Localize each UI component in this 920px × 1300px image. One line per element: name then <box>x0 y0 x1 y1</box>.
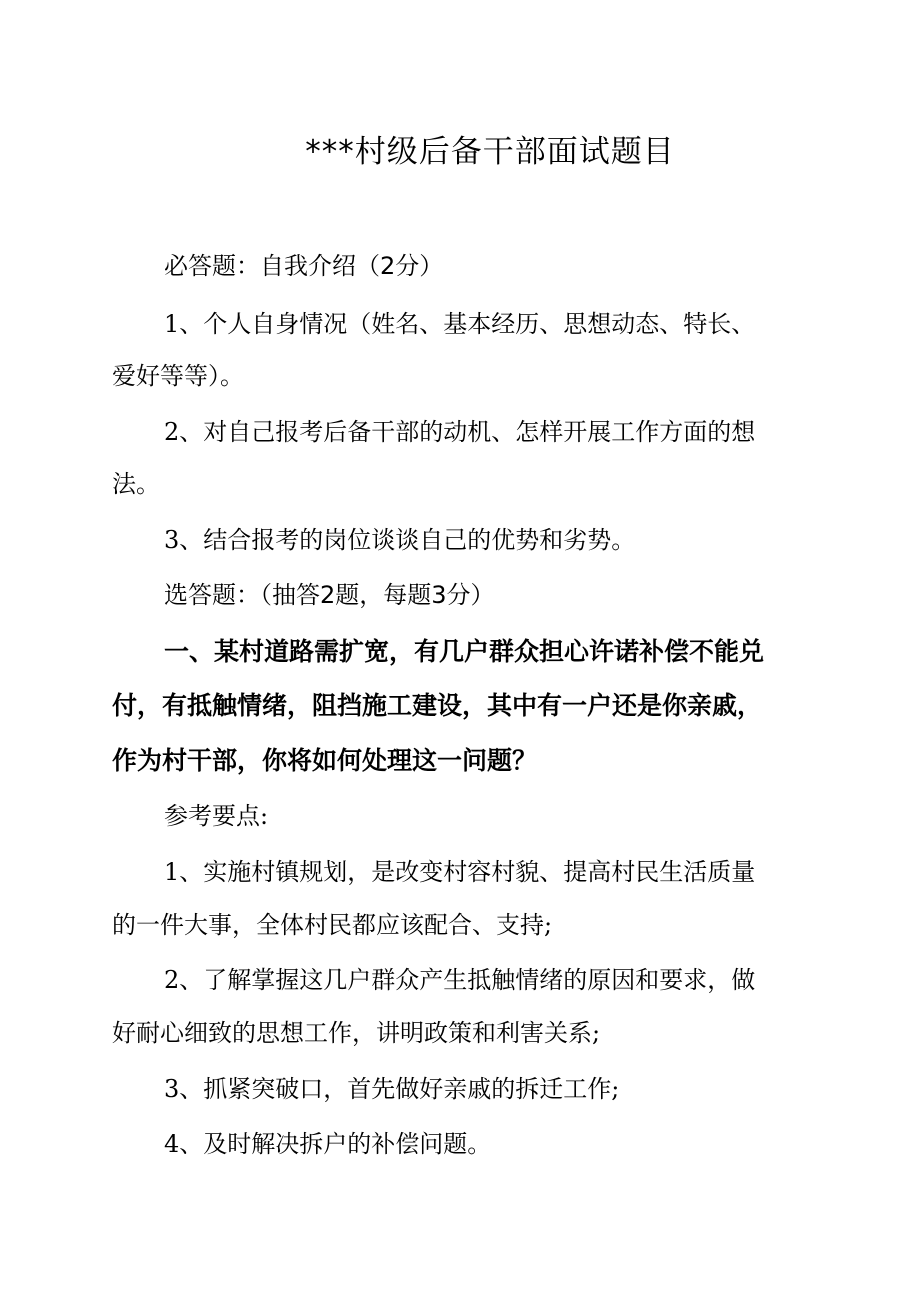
question-1-line-2: 付，有抵触情绪，阻挡施工建设，其中有一户还是你亲戚， <box>112 691 763 720</box>
point-1-line-2: 的一件大事，全体村民都应该配合、支持; <box>112 911 553 939</box>
required-item-2-line-1: 2、对自己报考后备干部的动机、怎样开展工作方面的想 <box>164 418 756 446</box>
reference-label: 参考要点: <box>164 802 269 830</box>
required-item-1-line-1: 1、个人自身情况（姓名、基本经历、思想动态、特长、 <box>164 310 756 338</box>
point-2-line-1: 2、了解掌握这几户群众产生抵触情绪的原因和要求，做 <box>164 966 756 994</box>
optional-section-heading: 选答题：（抽答2题，每题3分） <box>164 581 495 609</box>
question-1-line-3: 作为村干部，你将如何处理这一问题？ <box>112 746 538 775</box>
required-section-heading: 必答题：自我介绍（2分） <box>164 252 444 280</box>
point-3-line-1: 3、抓紧突破口，首先做好亲戚的拆迁工作; <box>164 1075 620 1103</box>
question-1-line-1: 一、某村道路需扩宽，有几户群众担心许诺补偿不能兑 <box>164 637 765 666</box>
required-item-3-line-1: 3、结合报考的岗位谈谈自己的优势和劣势。 <box>164 526 636 554</box>
document-title: ***村级后备干部面试题目 <box>305 134 675 170</box>
required-item-1-line-2: 爱好等等）。 <box>112 362 244 390</box>
required-item-2-line-2: 法。 <box>112 470 160 498</box>
point-4-line-1: 4、及时解决拆户的补偿问题。 <box>164 1130 492 1158</box>
point-2-line-2: 好耐心细致的思想工作，讲明政策和利害关系; <box>112 1019 601 1047</box>
point-1-line-1: 1、实施村镇规划，是改变村容村貌、提高村民生活质量 <box>164 858 756 886</box>
